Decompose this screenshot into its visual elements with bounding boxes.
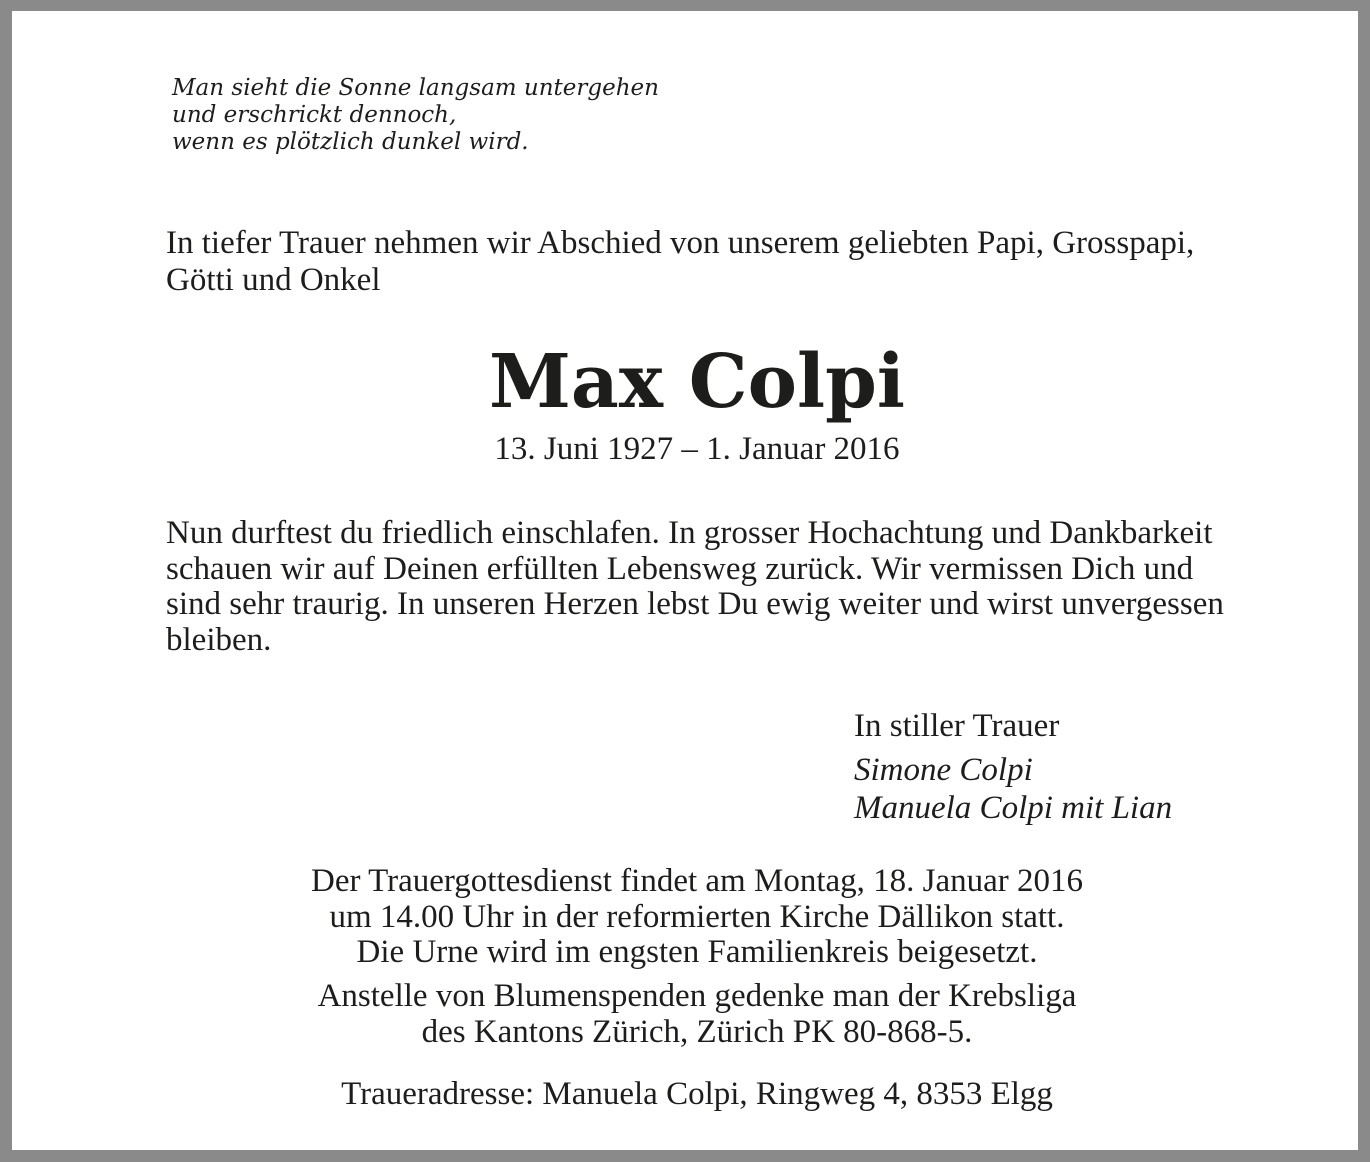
farewell-text: Nun durftest du friedlich einschlafen. In grosser Hochachtung und Dankbarkeit schauen wir auf Deinen erfüllten Lebensweg zurück. Wir vermissen Dich und sind sehr traurig. In unseren Herzen lebst Du ewig weiter und wirst unvergessen bleiben. <box>166 515 1224 658</box>
intro-text: In tiefer Trauer nehmen wir Abschied von unserem geliebten Papi, Grosspapi, Götti und Onkel <box>166 225 1195 298</box>
mourner-name: Simone Colpi <box>854 752 1033 788</box>
mourner-name: Manuela Colpi mit Lian <box>854 790 1173 826</box>
donation-info <box>12 979 1370 1050</box>
poem <box>172 75 659 156</box>
signoff <box>854 707 1172 827</box>
service-line: Der Trauergottesdienst findet am Montag, 18. Januar 2016 <box>310 863 1084 899</box>
service-line: Die Urne wird im engsten Familienkreis beigesetzt. <box>356 934 1038 970</box>
life-dates: 13. Juni 1927 – 1. Januar 2016 <box>494 431 900 467</box>
service-info <box>12 864 1370 971</box>
service-line: um 14.00 Uhr in der reformierten Kirche Dällikon statt. <box>329 898 1065 935</box>
poem-line: und erschrickt dennoch, <box>172 102 457 128</box>
mourner-names <box>854 751 1172 827</box>
poem-line: wenn es plötzlich dunkel wird. <box>172 129 529 155</box>
signoff-heading: In stiller Trauer <box>854 708 1060 744</box>
deceased-name: Max Colpi <box>489 339 905 425</box>
donation-line: Anstelle von Blumenspenden gedenke man der Krebsliga <box>317 978 1077 1014</box>
poem-line: Man sieht die Sonne langsam untergehen <box>172 75 659 101</box>
donation-line: des Kantons Zürich, Zürich PK 80-868-5. <box>421 1013 973 1050</box>
mourning-address: Traueradresse: Manuela Colpi, Ringweg 4, 8353 Elgg <box>341 1076 1053 1112</box>
